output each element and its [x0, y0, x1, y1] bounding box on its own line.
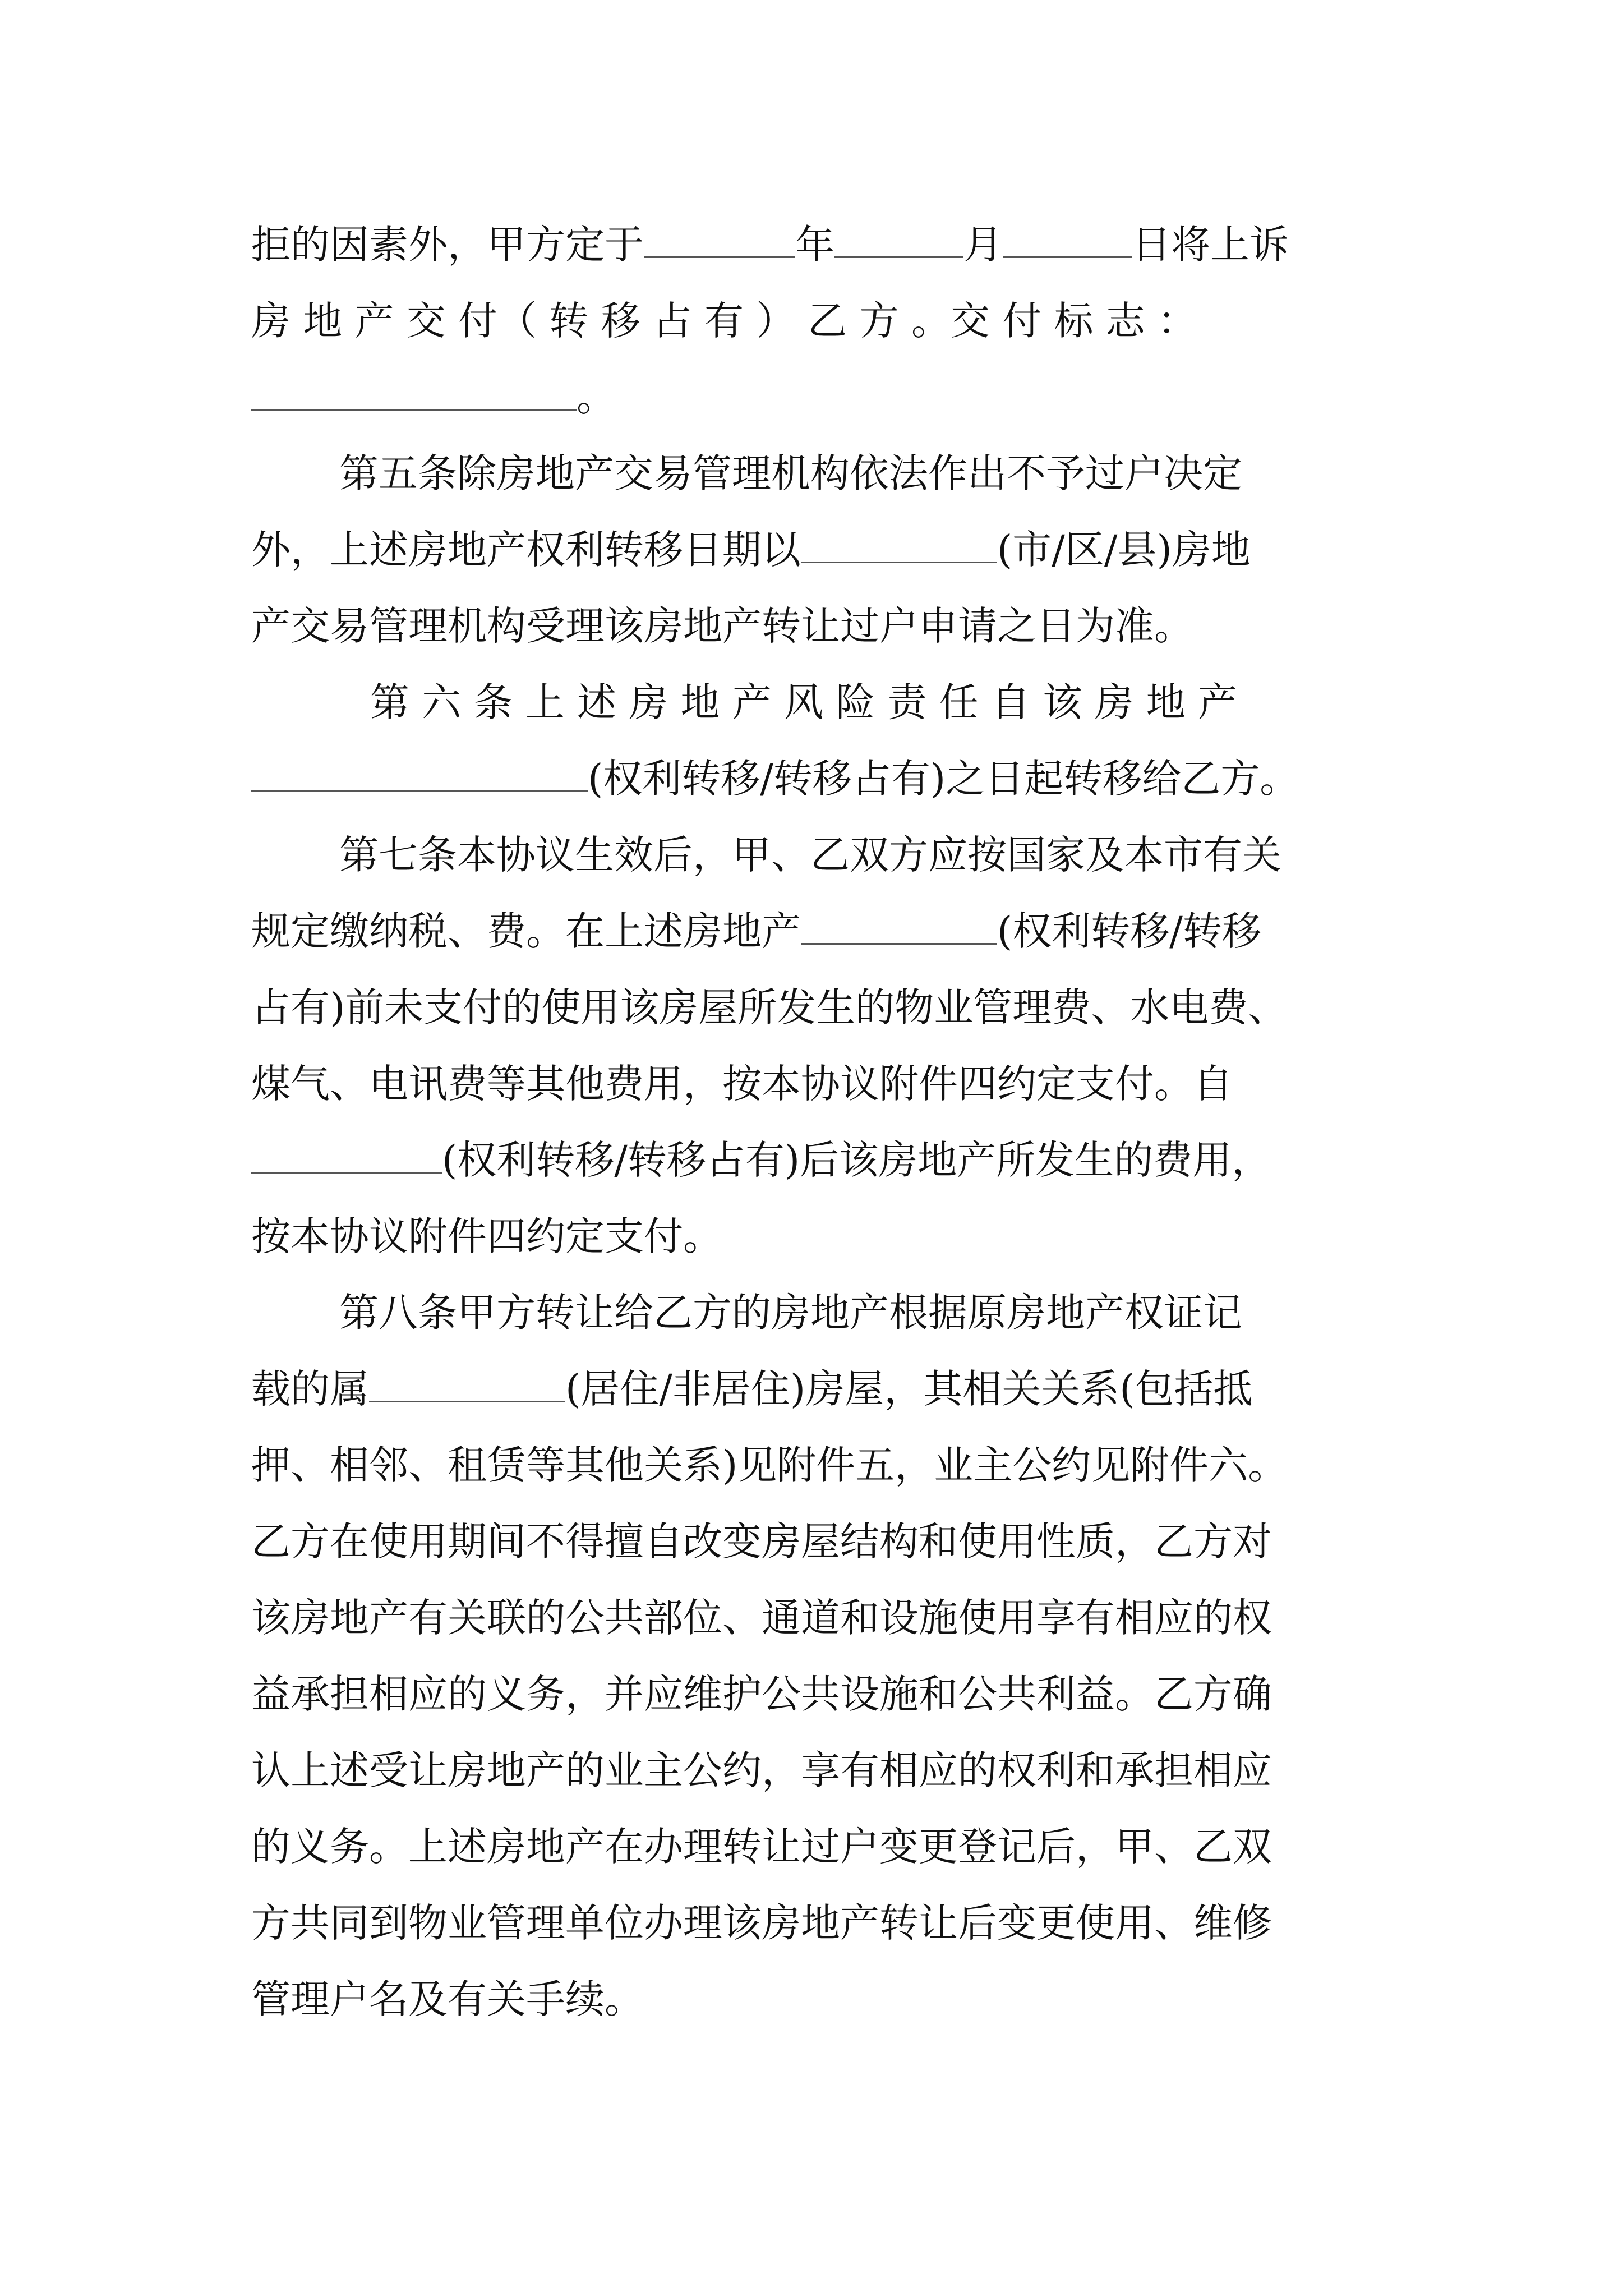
text: (权利转移/转移占有)后该房地产所发生的费用，: [442, 1137, 1271, 1183]
p8-line-5: [251, 1584, 1272, 1651]
p8-line-6: [251, 1660, 1272, 1728]
text: 第八条甲方转让给乙方的房地产根据原房地产权证记: [339, 1290, 1242, 1336]
text: 方共同到物业管理单位办理该房地产转让后变更使用、维修: [251, 1900, 1272, 1946]
text: 煤气、电讯费等其他费用，按本协议附件四约定支付。自: [251, 1061, 1233, 1107]
blank-day-field[interactable]: [1003, 222, 1132, 258]
blank-delivery-mark-field[interactable]: [251, 374, 577, 411]
p8-line-2: [251, 1355, 1253, 1423]
text: 的义务。上述房地产在办理转让过户变更登记后，甲、乙双: [251, 1824, 1272, 1870]
text: 月: [963, 222, 1003, 268]
p5-line-3: [251, 592, 1193, 660]
text: 按本协议附件四约定支付。: [251, 1213, 722, 1259]
text: (权利转移/转移: [997, 908, 1261, 954]
blank-month-field[interactable]: [834, 222, 963, 258]
text: 第 六 条 上 述 房 地 产 风 险 责 任 自 该 房 地 产: [370, 679, 1238, 725]
text: 房 地 产 交 付（ 转 移 占 有 ） 乙 方 。交 付 标 志 ：: [251, 298, 1197, 344]
p8-line-9: [251, 1889, 1272, 1957]
p5-line-1: [339, 440, 1242, 507]
p6-line-1: [370, 669, 1237, 736]
text: (居住/非居住)房屋，其相关关系(包括抵: [565, 1366, 1253, 1412]
text: 第五条除房地产交易管理机构依法作出不予过户决定: [339, 450, 1242, 496]
text: 押、相邻、租赁等其他关系)见附件五，业主公约见附件六。: [251, 1442, 1288, 1488]
p5-line-2: [251, 516, 1251, 583]
text: 产交易管理机构受理该房地产转让过户申请之日为准。: [251, 603, 1193, 649]
text: 占有)前未支付的使用该房屋所发生的物业管理费、水电费、: [251, 984, 1288, 1030]
blank-risk-transfer-field[interactable]: [251, 756, 588, 792]
text: 规定缴纳税、费。在上述房地产: [251, 908, 801, 954]
p4-line-2: [251, 287, 1373, 355]
p8-line-8: [251, 1813, 1272, 1880]
text: 乙方在使用期间不得擅自改变房屋结构和使用性质，乙方对: [251, 1519, 1272, 1565]
text: 认上述受让房地产的业主公约，享有相应的权利和承担相应: [251, 1747, 1272, 1793]
text: 拒的因素外，甲方定于: [251, 222, 644, 268]
text: 该房地产有关联的公共部位、通道和设施使用享有相应的权: [251, 1595, 1272, 1641]
blank-residential-field[interactable]: [369, 1366, 565, 1402]
p7-line-4: [251, 1050, 1233, 1117]
p7-line-6: [251, 1203, 722, 1270]
blank-city-district-field[interactable]: [801, 527, 997, 563]
blank-fee-transfer-field[interactable]: [251, 1137, 442, 1174]
p8-line-10: [251, 1966, 644, 2033]
p7-line-1: [339, 821, 1281, 889]
text: 年: [795, 222, 834, 268]
text: (权利转移/转移占有)之日起转移给乙方。: [588, 756, 1299, 802]
text: 日将上诉: [1132, 222, 1289, 268]
text: 。: [577, 374, 616, 420]
p8-line-4: [251, 1508, 1272, 1575]
p8-line-1: [339, 1279, 1242, 1346]
p8-line-7: [251, 1737, 1272, 1804]
p6-line-2: [251, 745, 1299, 812]
p7-line-5: [251, 1126, 1271, 1194]
p4-line-3: [251, 364, 616, 431]
blank-year-field[interactable]: [644, 222, 795, 258]
text: 管理户名及有关手续。: [251, 1976, 644, 2022]
text: (市/区/县)房地: [997, 527, 1251, 573]
text: 第七条本协议生效后，甲、乙双方应按国家及本市有关: [339, 832, 1281, 878]
text: 益承担相应的义务，并应维护公共设施和公共利益。乙方确: [251, 1671, 1272, 1717]
p7-line-2: [251, 898, 1261, 965]
text: 载的属: [251, 1366, 369, 1412]
p8-line-3: [251, 1432, 1287, 1499]
text: 外，上述房地产权利转移日期以: [251, 527, 801, 573]
p4-line-1: [251, 211, 1289, 278]
blank-transfer-type-field[interactable]: [801, 908, 997, 945]
p7-line-3: [251, 974, 1287, 1041]
